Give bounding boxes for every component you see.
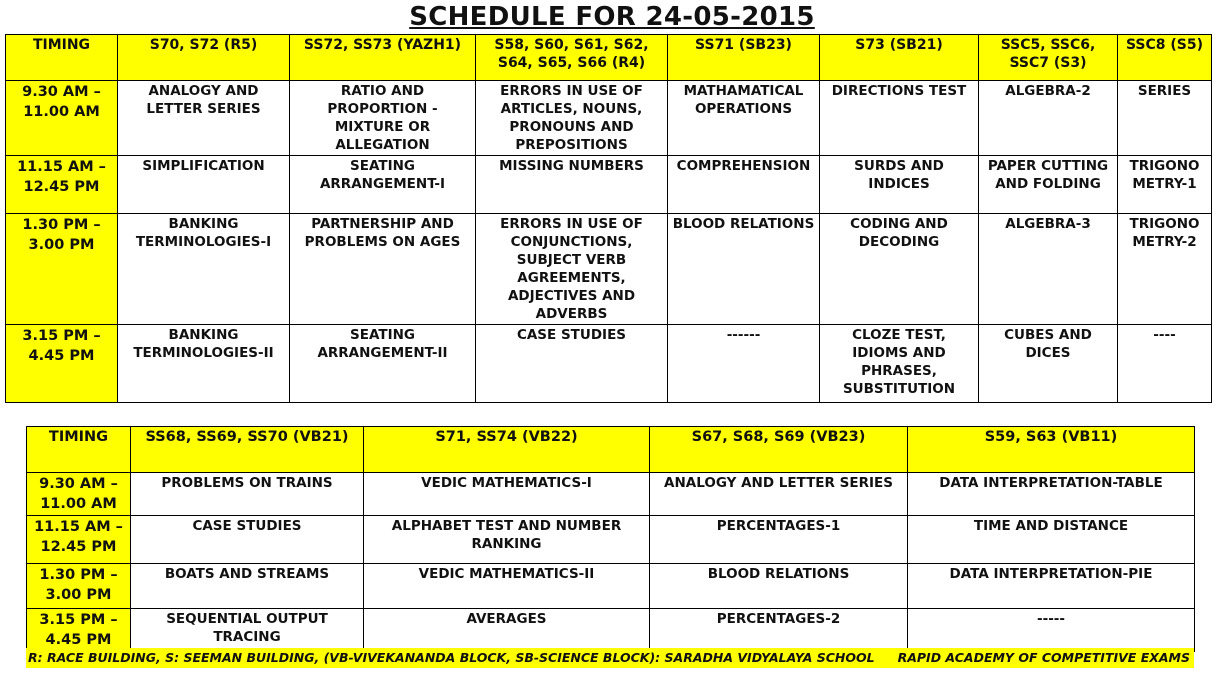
table-cell: SEQUENTIAL OUTPUT TRACING bbox=[131, 609, 364, 652]
column-header: SS71 (SB23) bbox=[668, 35, 820, 81]
table-cell: BLOOD RELATIONS bbox=[668, 214, 820, 325]
table-cell: SURDS AND INDICES bbox=[820, 156, 979, 214]
column-header: TIMING bbox=[27, 427, 131, 473]
table-cell: VEDIC MATHEMATICS-I bbox=[364, 473, 650, 516]
table-cell: DATA INTERPRETATION-PIE bbox=[908, 564, 1195, 609]
table-row bbox=[27, 609, 1195, 652]
footer-legend-bar bbox=[26, 648, 1194, 668]
table-cell: TRIGONO METRY-2 bbox=[1118, 214, 1212, 325]
academy-name: RAPID ACADEMY OF COMPETITIVE EXAMS bbox=[897, 650, 1190, 665]
table-row bbox=[6, 214, 1212, 325]
table-cell: TIME AND DISTANCE bbox=[908, 516, 1195, 564]
table-cell: ALGEBRA-2 bbox=[979, 81, 1118, 156]
timing-cell: 9.30 AM – 11.00 AM bbox=[27, 473, 131, 516]
table-row bbox=[6, 81, 1212, 156]
table-cell: COMPREHENSION bbox=[668, 156, 820, 214]
table-cell: CLOZE TEST, IDIOMS AND PHRASES, SUBSTITUTION bbox=[820, 325, 979, 403]
table-cell: DATA INTERPRETATION-TABLE bbox=[908, 473, 1195, 516]
schedule-table-2 bbox=[26, 426, 1195, 652]
table-cell: ----- bbox=[908, 609, 1195, 652]
column-header: S70, S72 (R5) bbox=[118, 35, 290, 81]
table-cell: VEDIC MATHEMATICS-II bbox=[364, 564, 650, 609]
table-cell: TRIGONO METRY-1 bbox=[1118, 156, 1212, 214]
table-row bbox=[6, 325, 1212, 403]
table-cell: PERCENTAGES-2 bbox=[650, 609, 908, 652]
column-header: S67, S68, S69 (VB23) bbox=[650, 427, 908, 473]
table-row bbox=[27, 564, 1195, 609]
table-cell: ALGEBRA-3 bbox=[979, 214, 1118, 325]
table-row bbox=[27, 516, 1195, 564]
table-row bbox=[6, 156, 1212, 214]
column-header: SSC5, SSC6, SSC7 (S3) bbox=[979, 35, 1118, 81]
column-header: S59, S63 (VB11) bbox=[908, 427, 1195, 473]
table-header-row bbox=[6, 35, 1212, 81]
table-cell: CODING AND DECODING bbox=[820, 214, 979, 325]
table-cell: BLOOD RELATIONS bbox=[650, 564, 908, 609]
table-cell: ANALOGY AND LETTER SERIES bbox=[118, 81, 290, 156]
table-cell: BANKING TERMINOLOGIES-II bbox=[118, 325, 290, 403]
table-cell: PROBLEMS ON TRAINS bbox=[131, 473, 364, 516]
timing-cell: 11.15 AM – 12.45 PM bbox=[27, 516, 131, 564]
column-header: SSC8 (S5) bbox=[1118, 35, 1212, 81]
table-cell: SEATING ARRANGEMENT-I bbox=[290, 156, 476, 214]
table-cell: PARTNERSHIP AND PROBLEMS ON AGES bbox=[290, 214, 476, 325]
table-cell: MATHAMATICAL OPERATIONS bbox=[668, 81, 820, 156]
table-row bbox=[27, 473, 1195, 516]
timing-cell: 1.30 PM – 3.00 PM bbox=[27, 564, 131, 609]
timing-cell: 1.30 PM – 3.00 PM bbox=[6, 214, 118, 325]
table-cell: ERRORS IN USE OF ARTICLES, NOUNS, PRONOUNS AND PREPOSITIONS bbox=[476, 81, 668, 156]
table-cell: BANKING TERMINOLOGIES-I bbox=[118, 214, 290, 325]
timing-cell: 11.15 AM – 12.45 PM bbox=[6, 156, 118, 214]
table-cell: CUBES AND DICES bbox=[979, 325, 1118, 403]
timing-cell: 9.30 AM – 11.00 AM bbox=[6, 81, 118, 156]
column-header: S71, SS74 (VB22) bbox=[364, 427, 650, 473]
table-cell: ANALOGY AND LETTER SERIES bbox=[650, 473, 908, 516]
table-cell: MISSING NUMBERS bbox=[476, 156, 668, 214]
column-header: SS72, SS73 (YAZH1) bbox=[290, 35, 476, 81]
timing-cell: 3.15 PM – 4.45 PM bbox=[6, 325, 118, 403]
table-cell: SIMPLIFICATION bbox=[118, 156, 290, 214]
building-legend: R: RACE BUILDING, S: SEEMAN BUILDING, (VB-VIVEKANANDA BLOCK, SB-SCIENCE BLOCK): SARADHA VIDYALAYA SCHOOL bbox=[28, 650, 875, 665]
table-cell: BOATS AND STREAMS bbox=[131, 564, 364, 609]
table-header-row bbox=[27, 427, 1195, 473]
table-cell: PAPER CUTTING AND FOLDING bbox=[979, 156, 1118, 214]
table-cell: ---- bbox=[1118, 325, 1212, 403]
table-cell: CASE STUDIES bbox=[476, 325, 668, 403]
table-cell: AVERAGES bbox=[364, 609, 650, 652]
table-cell: SERIES bbox=[1118, 81, 1212, 156]
table-cell: CASE STUDIES bbox=[131, 516, 364, 564]
column-header: S73 (SB21) bbox=[820, 35, 979, 81]
table-cell: ------ bbox=[668, 325, 820, 403]
column-header: S58, S60, S61, S62, S64, S65, S66 (R4) bbox=[476, 35, 668, 81]
column-header: TIMING bbox=[6, 35, 118, 81]
column-header: SS68, SS69, SS70 (VB21) bbox=[131, 427, 364, 473]
timing-cell: 3.15 PM – 4.45 PM bbox=[27, 609, 131, 652]
table-cell: SEATING ARRANGEMENT-II bbox=[290, 325, 476, 403]
table-cell: PERCENTAGES-1 bbox=[650, 516, 908, 564]
table-cell: RATIO AND PROPORTION - MIXTURE OR ALLEGATION bbox=[290, 81, 476, 156]
page-title: SCHEDULE FOR 24-05-2015 bbox=[409, 2, 815, 32]
table-cell: ERRORS IN USE OF CONJUNCTIONS, SUBJECT VERB AGREEMENTS, ADJECTIVES AND ADVERBS bbox=[476, 214, 668, 325]
schedule-table-1 bbox=[5, 34, 1212, 403]
table-cell: DIRECTIONS TEST bbox=[820, 81, 979, 156]
table-cell: ALPHABET TEST AND NUMBER RANKING bbox=[364, 516, 650, 564]
